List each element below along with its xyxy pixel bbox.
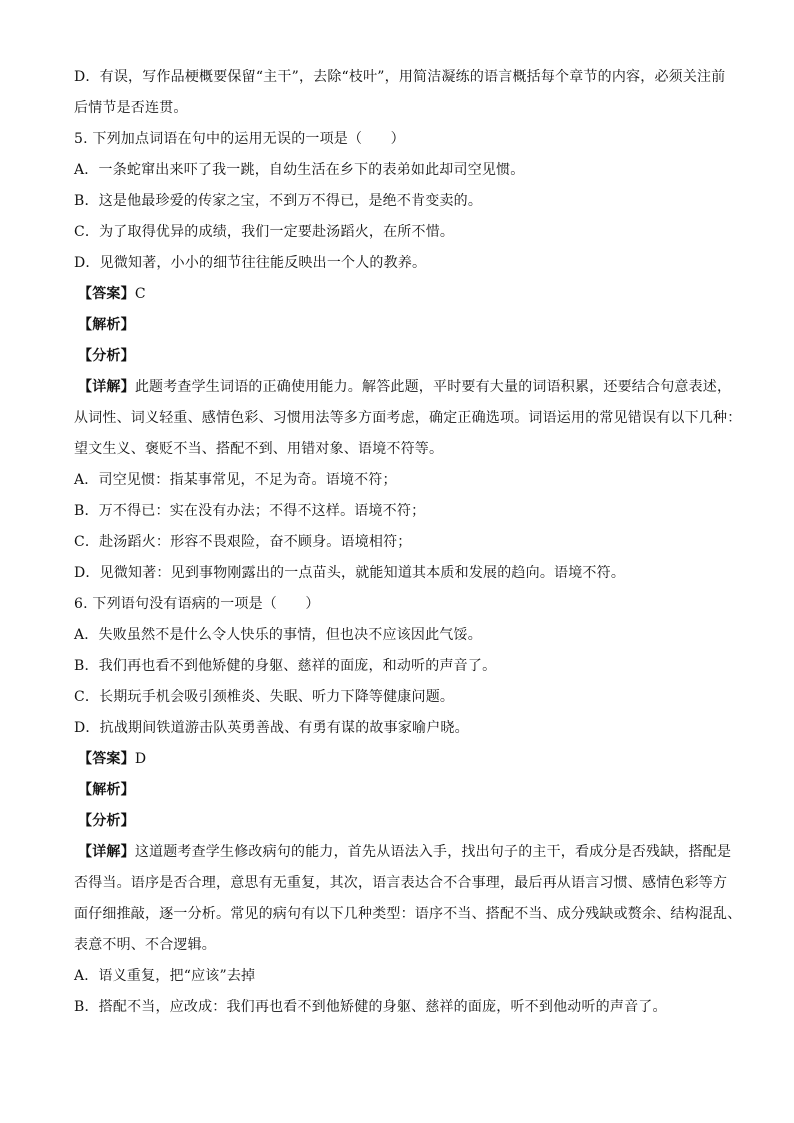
- question-6-detail-line-4: 表意不明、不合逻辑。: [74, 937, 216, 953]
- question-5-option-a: A．一条蛇窜出来吓了我一跳，自幼生活在乡下的表弟如此却司空见惯。: [74, 162, 525, 178]
- fenxi-tag: 【分析】: [78, 813, 135, 829]
- question-6-answer: [74, 744, 724, 775]
- question-5-fenxi: [74, 341, 724, 372]
- question-5-jiexi: [74, 310, 724, 341]
- question-6-option-b: B．我们再也看不到他矫健的身躯、慈祥的面庞，和动听的声音了。: [74, 658, 497, 674]
- question-6-detail-line-1: [74, 837, 732, 868]
- detail-text: 此题考查学生词语的正确使用能力。解答此题，平时要有大量的词语积累，还要结合句意表述，: [134, 379, 732, 395]
- question-6-option-c: C．长期玩手机会吸引颈椎炎、失眠、听力下降等健康问题。: [74, 689, 455, 705]
- question-6-option-a: A．失败虽然不是什么令人快乐的事情，但也决不应该因此气馁。: [74, 627, 482, 643]
- answer-tag: 【答案】: [78, 751, 135, 767]
- jiexi-tag: 【解析】: [78, 317, 135, 333]
- answer-value: D: [134, 751, 147, 767]
- fenxi-tag: 【分析】: [78, 348, 135, 364]
- question-6-explain-a: A．语义重复，把“应该”去掉: [74, 968, 256, 984]
- question-6-detail-line-2: 否得当。语序是否合理，意思有无重复，其次，语言表达合不合事理，最后再从语言习惯、感情色彩等方: [74, 875, 728, 891]
- question-6-fenxi: [74, 806, 724, 837]
- question-5-explain-a: A．司空见惯：指某事常见，不足为奇。语境不符；: [74, 472, 397, 488]
- question-6-detail-line-3: 面仔细推敲，逐一分析。常见的病句有以下几种类型：语序不当、搭配不当、成分残缺或赘余、结构混乱、: [74, 906, 742, 922]
- detail-tag: 【详解】: [78, 844, 135, 860]
- question-5-detail-line-2: 从词性、词义轻重、感情色彩、习惯用法等多方面考虑，确定正确选项。词语运用的常见错误有以下几种：: [74, 410, 742, 426]
- question-6-option-d: D．抗战期间铁道游击队英勇善战、有勇有谋的故事家喻户晓。: [74, 720, 469, 736]
- question-5-answer: [74, 279, 724, 310]
- question-5-explain-c: C．赴汤蹈火：形容不畏艰险，奋不顾身。语境相符；: [74, 534, 412, 550]
- answer-value: C: [134, 286, 146, 302]
- detail-tag: 【详解】: [78, 379, 135, 395]
- option-d-continued-line-1: D．有误，写作品梗概要保留“主干”，去除“枝叶”，用简洁凝练的语言概括每个章节的内容，必须关注前: [74, 69, 726, 85]
- question-5-stem: 5. 下列加点词语在句中的运用无误的一项是（ ）: [74, 131, 405, 147]
- question-5-detail-line-3: 望文生义、褒贬不当、搭配不到、用错对象、语境不符等。: [74, 441, 444, 457]
- question-5-option-c: C．为了取得优异的成绩，我们一定要赴汤蹈火，在所不惜。: [74, 224, 455, 240]
- question-5-explain-b: B．万不得已：实在没有办法；不得不这样。语境不符；: [74, 503, 426, 519]
- question-5-option-b: B．这是他最珍爱的传家之宝，不到万不得已，是绝不肯变卖的。: [74, 193, 483, 209]
- jiexi-tag: 【解析】: [78, 782, 135, 798]
- option-d-continued-line-2: 后情节是否连贯。: [74, 100, 188, 116]
- question-5-option-d: D．见微知著，小小的细节往往能反映出一个人的教养。: [74, 255, 427, 271]
- answer-tag: 【答案】: [78, 286, 135, 302]
- question-5-detail-line-1: [74, 372, 732, 403]
- question-6-stem: 6. 下列语句没有语病的一项是（ ）: [74, 596, 320, 612]
- question-5-explain-d: D．见微知著：见到事物刚露出的一点苗头，就能知道其本质和发展的趋向。语境不符。: [74, 565, 626, 581]
- document-page: [74, 62, 742, 1023]
- detail-text: 这道题考查学生修改病句的能力，首先从语法入手，找出句子的主干，看成分是否残缺，搭配是: [134, 844, 732, 860]
- question-6-explain-b: B．搭配不当，应改成：我们再也看不到他矫健的身躯、慈祥的面庞，听不到他动听的声音了。: [74, 999, 667, 1015]
- question-6-jiexi: [74, 775, 724, 806]
